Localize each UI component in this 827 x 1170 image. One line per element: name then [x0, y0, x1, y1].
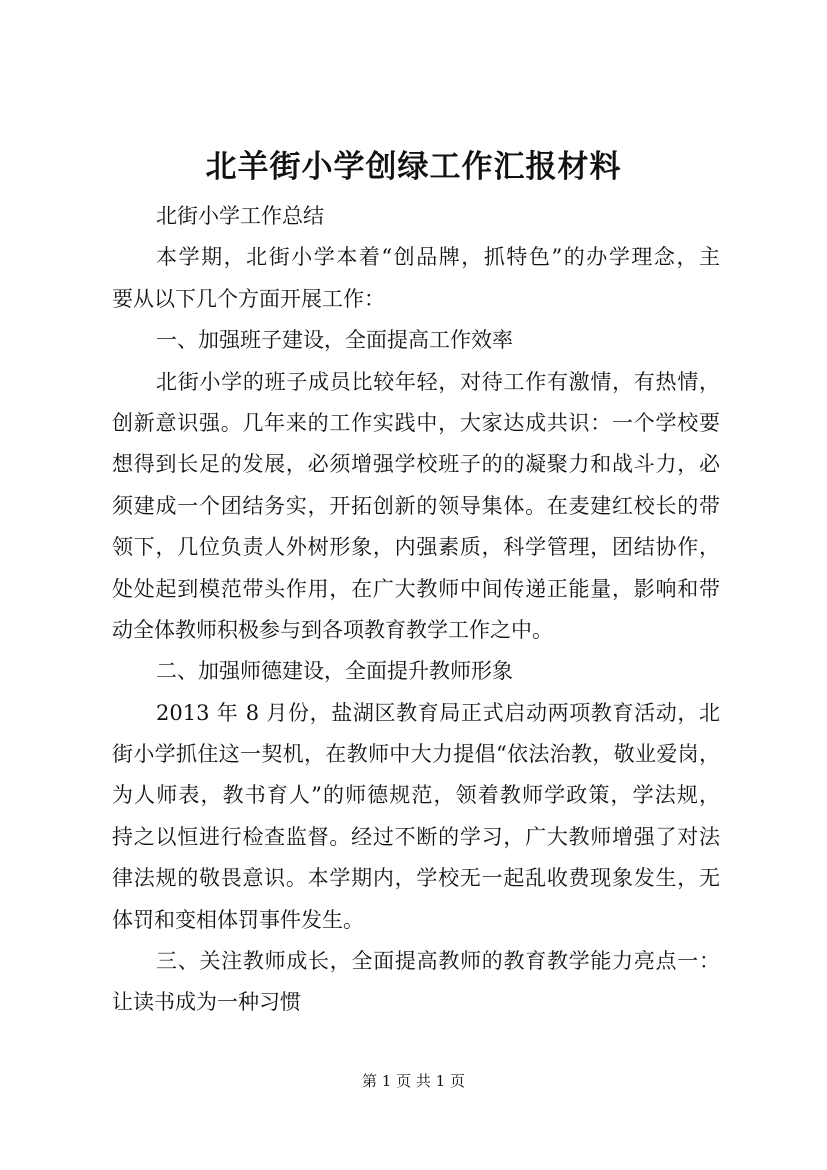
text-line: 北街小学工作总结 — [156, 204, 324, 228]
text-line: 律法规的敬畏意识。本学期内，学校无一起乱收费现象发生，无 — [112, 866, 720, 891]
text-line: 要从以下几个方面开展工作： — [112, 286, 385, 311]
document-body — [112, 196, 720, 1024]
text-line: 动全体教师积极参与到各项教育教学工作之中。 — [112, 617, 553, 642]
text-line: 创新意识强。几年来的工作实践中，大家达成共识：一个学校要 — [112, 410, 720, 435]
text-line: 街小学抓住这一契机，在教师中大力提倡“依法治教，敬业爱岗， — [112, 742, 720, 767]
text-line: 想得到长足的发展，必须增强学校班子的的凝聚力和战斗力，必 — [112, 452, 720, 477]
text-line: 持之以恒进行检查监督。经过不断的学习，广大教师增强了对法 — [112, 824, 720, 849]
page-footer: 第 1 页 共 1 页 — [362, 1072, 465, 1090]
document-title: 北羊街小学创绿工作汇报材料 — [205, 149, 622, 185]
text-line: 处处起到模范带头作用，在广大教师中间传递正能量，影响和带 — [112, 576, 720, 601]
text-line: 须建成一个团结务实，开拓创新的领导集体。在麦建红校长的带 — [112, 493, 720, 518]
text-line: 2013 年 8 月份，盐湖区教育局正式启动两项教育活动，北 — [156, 700, 720, 725]
text-line: 三、关注教师成长，全面提高教师的教育教学能力亮点一： — [156, 949, 720, 974]
text-line: 北街小学的班子成员比较年轻，对待工作有激情，有热情， — [156, 369, 720, 394]
text-line: 体罚和变相体罚事件发生。 — [112, 907, 364, 932]
text-line: 让读书成为一种习惯 — [112, 990, 301, 1015]
text-line: 为人师表，教书育人”的师德规范，领着教师学政策，学法规， — [112, 783, 720, 808]
text-line: 本学期，北街小学本着“创品牌，抓特色”的办学理念，主 — [156, 245, 720, 270]
text-line: 领下，几位负责人外树形象，内强素质，科学管理，团结协作， — [112, 535, 720, 560]
text-line: 二、加强师德建设，全面提升教师形象 — [156, 659, 513, 684]
text-line: 一、加强班子建设，全面提高工作效率 — [156, 328, 513, 353]
